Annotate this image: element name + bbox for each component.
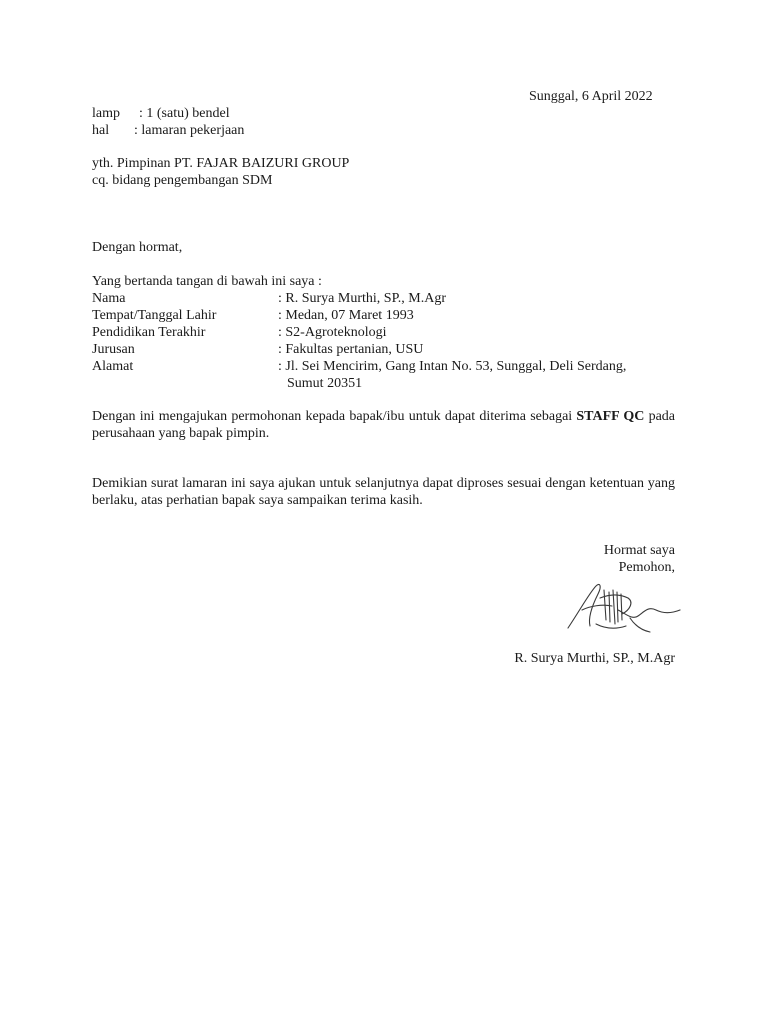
- lamp-label: lamp: [92, 106, 120, 121]
- field-value-alamat-continuation: Sumut 20351: [287, 376, 363, 391]
- field-value-nama: : R. Surya Murthi, SP., M.Agr: [278, 291, 447, 306]
- field-label-pendidikan: Pendidikan Terakhir: [92, 325, 206, 340]
- paragraph-application-text-1: Dengan ini mengajukan permohonan kepada bapak/ibu untuk dapat diterima sebagai: [92, 409, 577, 424]
- hal-label: hal: [92, 123, 110, 138]
- closing-pemohon: Pemohon,: [618, 560, 675, 575]
- position-applied: STAFF QC: [576, 409, 645, 424]
- field-label-alamat: Alamat: [92, 359, 134, 374]
- field-label-ttl: Tempat/Tanggal Lahir: [92, 308, 217, 323]
- recipient-line-1: yth. Pimpinan PT. FAJAR BAIZURI GROUP: [92, 156, 350, 171]
- hal-value: : lamaran pekerjaan: [134, 123, 245, 138]
- paragraph-application-text-2: pada perusahaan yang bapak pimpin.: [92, 409, 676, 441]
- field-value-pendidikan: : S2-Agroteknologi: [278, 325, 387, 340]
- intro-line: Yang bertanda tangan di bawah ini saya :: [92, 274, 322, 289]
- paragraph-closing: Demikian surat lamaran ini saya ajukan untuk selanjutnya dapat diproses sesuai dengan ketentuan yang berlaku, atas perhatian bapak saya sampaikan terima kasih.: [92, 476, 675, 508]
- recipient-line-2: cq. bidang pengembangan SDM: [92, 173, 273, 188]
- place-date: Sunggal, 6 April 2022: [529, 89, 653, 104]
- field-value-ttl: : Medan, 07 Maret 1993: [278, 308, 414, 323]
- field-label-nama: Nama: [92, 291, 126, 306]
- signer-name: R. Surya Murthi, SP., M.Agr: [514, 651, 675, 666]
- handwritten-signature: [560, 580, 684, 636]
- paragraph-application: [92, 408, 675, 442]
- closing-hormat-saya: Hormat saya: [603, 543, 675, 558]
- field-value-alamat: : Jl. Sei Mencirim, Gang Intan No. 53, Sunggal, Deli Serdang,: [278, 359, 627, 374]
- lamp-value: : 1 (satu) bendel: [139, 106, 230, 121]
- greeting: Dengan hormat,: [92, 240, 183, 255]
- field-value-jurusan: : Fakultas pertanian, USU: [278, 342, 424, 357]
- field-label-jurusan: Jurusan: [92, 342, 135, 357]
